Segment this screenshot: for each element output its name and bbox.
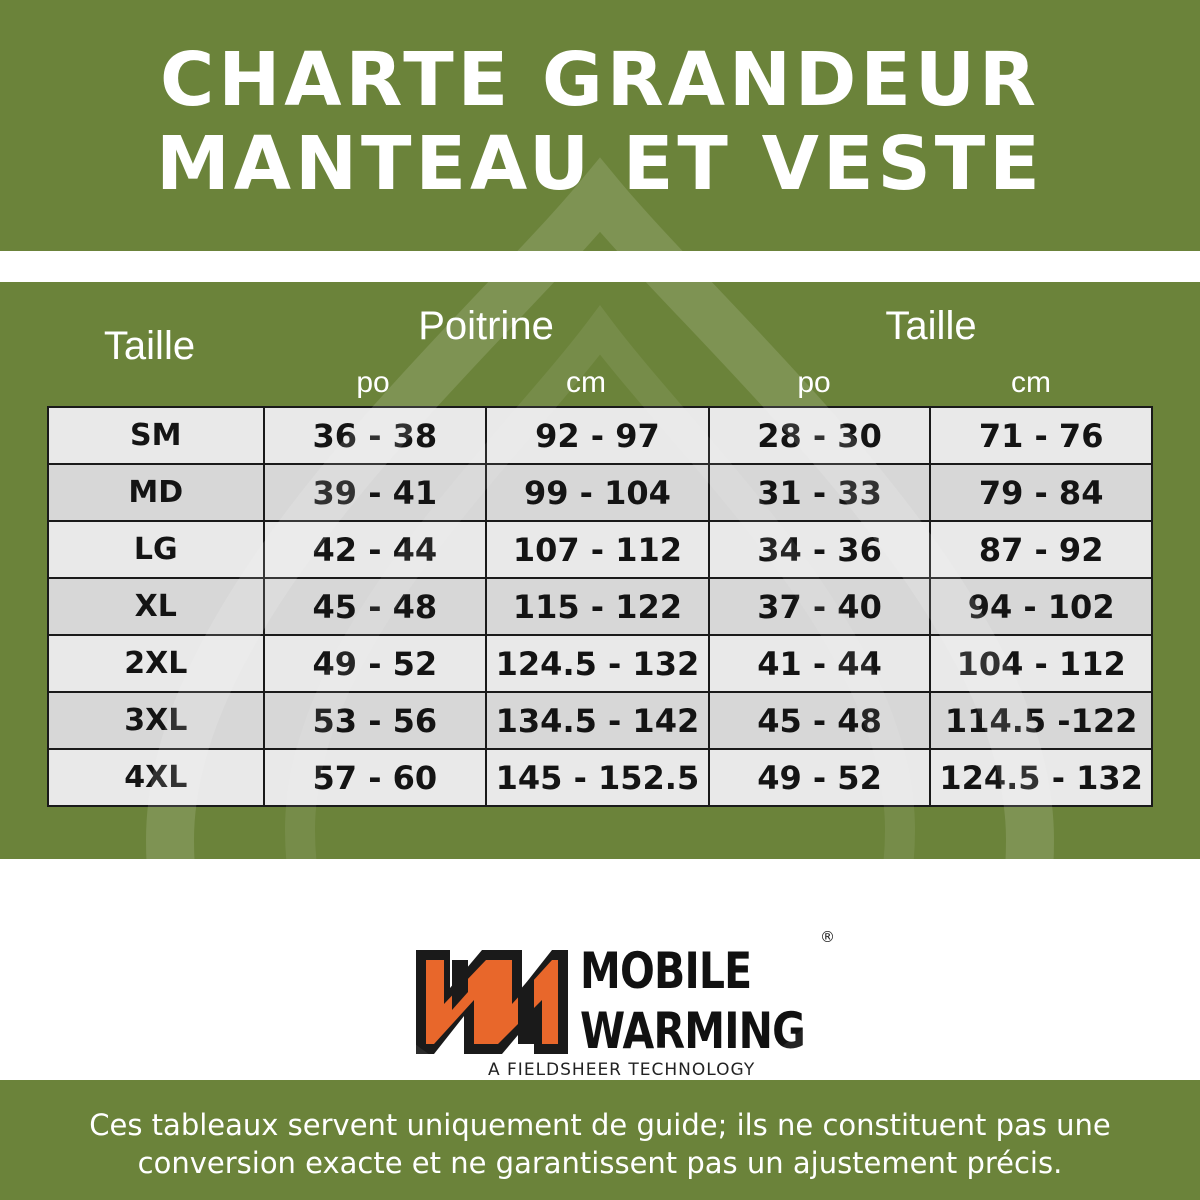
size-table xyxy=(47,406,1153,807)
waist-in-cell: 41 - 44 xyxy=(709,635,931,692)
size-cell: 3XL xyxy=(48,692,264,749)
chest-cm-cell: 99 - 104 xyxy=(486,464,709,521)
size-column-header: Taille xyxy=(103,324,196,368)
title-line-2: MANTEAU ET VESTE xyxy=(156,121,1044,207)
chest-cm-cell: 115 - 122 xyxy=(486,578,709,635)
size-cell: MD xyxy=(48,464,264,521)
table-row xyxy=(48,578,1152,635)
chest-cm-cell: 124.5 - 132 xyxy=(486,635,709,692)
waist-cm-cell: 94 - 102 xyxy=(930,578,1152,635)
waist-unit-in: po xyxy=(797,366,831,399)
waist-cm-cell: 114.5 -122 xyxy=(930,692,1152,749)
disclaimer-line-2: conversion exacte et ne garantissent pas un ajustement précis. xyxy=(137,1146,1063,1180)
mobile-warming-mark-icon xyxy=(412,942,572,1062)
chest-in-cell: 36 - 38 xyxy=(264,407,487,464)
waist-in-cell: 37 - 40 xyxy=(709,578,931,635)
chest-column-header: Poitrine xyxy=(418,304,554,348)
size-cell: XL xyxy=(48,578,264,635)
size-cell: 2XL xyxy=(48,635,264,692)
table-row xyxy=(48,692,1152,749)
table-row xyxy=(48,749,1152,806)
waist-cm-cell: 124.5 - 132 xyxy=(930,749,1152,806)
table-row xyxy=(48,464,1152,521)
waist-cm-cell: 71 - 76 xyxy=(930,407,1152,464)
brand-tagline: A FIELDSHEER TECHNOLOGY xyxy=(488,1060,756,1080)
chest-cm-cell: 145 - 152.5 xyxy=(486,749,709,806)
chest-unit-in: po xyxy=(356,366,390,399)
waist-cm-cell: 79 - 84 xyxy=(930,464,1152,521)
title-line-1: CHARTE GRANDEUR xyxy=(160,37,1040,123)
waist-in-cell: 49 - 52 xyxy=(709,749,931,806)
chest-in-cell: 45 - 48 xyxy=(264,578,487,635)
title-banner xyxy=(0,0,1200,251)
registered-mark: ® xyxy=(820,928,835,946)
chest-in-cell: 53 - 56 xyxy=(264,692,487,749)
size-cell: 4XL xyxy=(48,749,264,806)
table-row xyxy=(48,635,1152,692)
chest-in-cell: 57 - 60 xyxy=(264,749,487,806)
chest-in-cell: 39 - 41 xyxy=(264,464,487,521)
page-title xyxy=(0,38,1200,206)
chest-cm-cell: 107 - 112 xyxy=(486,521,709,578)
table-row xyxy=(48,521,1152,578)
chest-in-cell: 49 - 52 xyxy=(264,635,487,692)
chest-cm-cell: 134.5 - 142 xyxy=(486,692,709,749)
brand-name-line-1: MOBILE xyxy=(580,942,752,1000)
brand-name-line-2: WARMING xyxy=(580,1002,805,1060)
disclaimer-banner xyxy=(0,1080,1200,1200)
disclaimer-text xyxy=(0,1106,1200,1182)
waist-cm-cell: 104 - 112 xyxy=(930,635,1152,692)
chest-cm-cell: 92 - 97 xyxy=(486,407,709,464)
brand-logo xyxy=(412,928,842,1083)
waist-unit-cm: cm xyxy=(1011,366,1051,399)
waist-in-cell: 34 - 36 xyxy=(709,521,931,578)
size-cell: LG xyxy=(48,521,264,578)
disclaimer-line-1: Ces tableaux servent uniquement de guide; ils ne constituent pas une xyxy=(89,1108,1111,1142)
waist-in-cell: 45 - 48 xyxy=(709,692,931,749)
waist-in-cell: 31 - 33 xyxy=(709,464,931,521)
waist-in-cell: 28 - 30 xyxy=(709,407,931,464)
waist-cm-cell: 87 - 92 xyxy=(930,521,1152,578)
table-row xyxy=(48,407,1152,464)
waist-column-header: Taille xyxy=(885,304,977,348)
chest-in-cell: 42 - 44 xyxy=(264,521,487,578)
chest-unit-cm: cm xyxy=(566,366,606,399)
size-cell: SM xyxy=(48,407,264,464)
